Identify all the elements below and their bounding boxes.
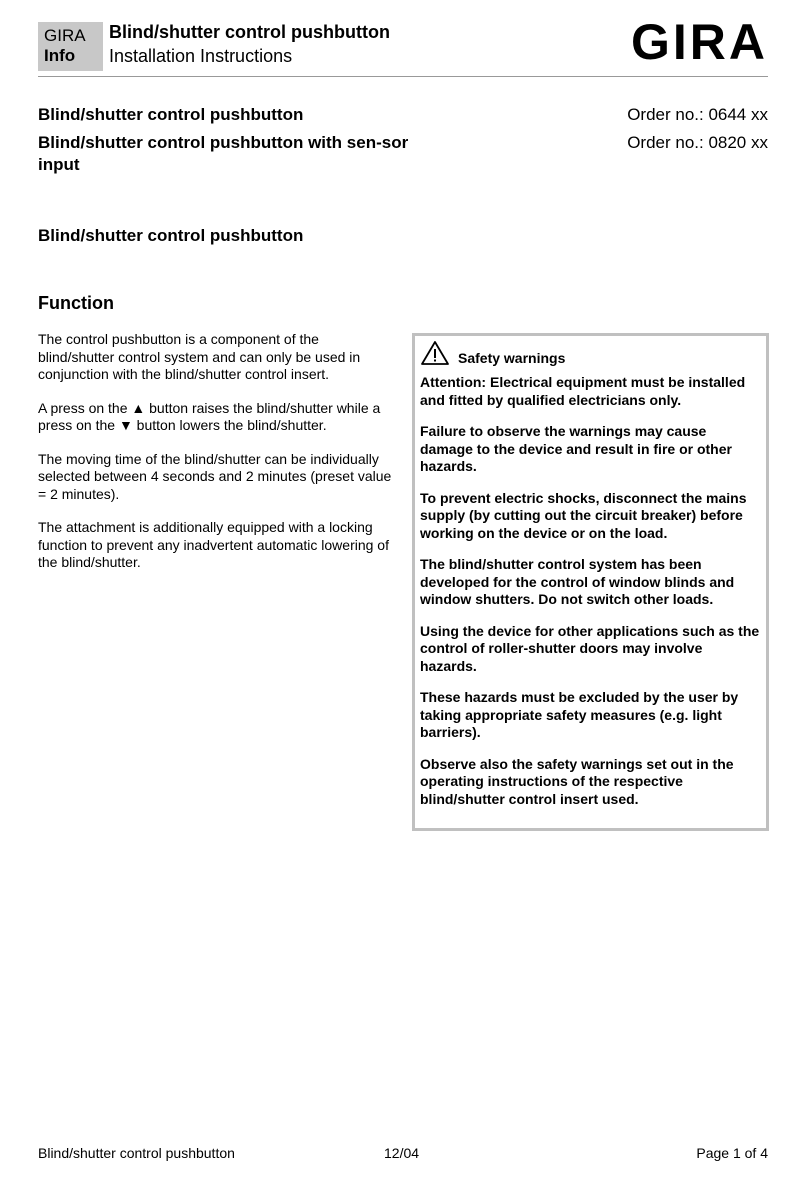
safety-paragraph: Observe also the safety warnings set out in the operating instructions of the respective blind/shutter control insert used. <box>420 755 734 807</box>
header-divider <box>38 76 768 77</box>
safety-heading: Safety warnings <box>458 350 566 366</box>
safety-paragraph: Attention: Electrical equipment must be installed and fitted by qualified electricians only. <box>420 374 746 408</box>
safety-warnings-box <box>412 333 769 831</box>
order-number-1: Order no.: 0644 xx <box>627 105 768 124</box>
safety-paragraph: Using the device for other applications such as the control of roller-shutter doors may involve hazards. <box>420 622 760 674</box>
badge-line-2: Info <box>44 46 76 65</box>
gira-info-badge <box>38 22 103 71</box>
function-paragraph: The attachment is additionally equipped with a locking function to prevent any inadvertent automatic lowering of the blind/shutter. <box>38 519 389 570</box>
product-name-1: Blind/shutter control pushbutton <box>38 105 304 124</box>
footer-doc-title: Blind/shutter control pushbutton <box>38 1145 235 1161</box>
safety-paragraph: These hazards must be excluded by the user by taking appropriate safety measures (e.g. light barriers). <box>420 689 739 740</box>
footer-date: 12/04 <box>384 1145 420 1161</box>
safety-paragraph: The blind/shutter control system has been developed for the control of window blinds and window shutters. Do not switch other loads. <box>420 556 735 607</box>
function-heading: Function <box>38 293 114 313</box>
function-paragraph: A press on the ▲ button raises the blind/shutter while a press on the ▼ button lowers the blind/shutter. <box>38 399 381 433</box>
warning-triangle-icon <box>420 340 450 371</box>
badge-line-1: GIRA <box>44 26 86 45</box>
footer-page-number: Page 1 of 4 <box>696 1145 768 1161</box>
safety-paragraph: Failure to observe the warnings may cause damage to the device and result in fire or other hazards. <box>420 423 732 474</box>
safety-paragraph: To prevent electric shocks, disconnect the mains supply (by cutting out the circuit breaker) before working on the device or on the load. <box>420 489 747 541</box>
safety-header <box>420 340 761 370</box>
header-title: Blind/shutter control pushbutton <box>109 22 390 42</box>
header-subtitle: Installation Instructions <box>109 46 293 66</box>
function-text <box>38 331 396 588</box>
product-name-2: Blind/shutter control pushbutton with sen-sor input <box>38 133 409 174</box>
gira-logo: GIRA <box>631 14 768 70</box>
section-title: Blind/shutter control pushbutton <box>38 226 304 245</box>
function-paragraph: The control pushbutton is a component of the blind/shutter control system and can only be used in conjunction with the blind/shutter control insert. <box>38 331 361 382</box>
order-number-2: Order no.: 0820 xx <box>627 133 768 152</box>
function-paragraph: The moving time of the blind/shutter can be individually selected between 4 seconds and 2 minutes (preset value = 2 minutes). <box>38 450 392 502</box>
